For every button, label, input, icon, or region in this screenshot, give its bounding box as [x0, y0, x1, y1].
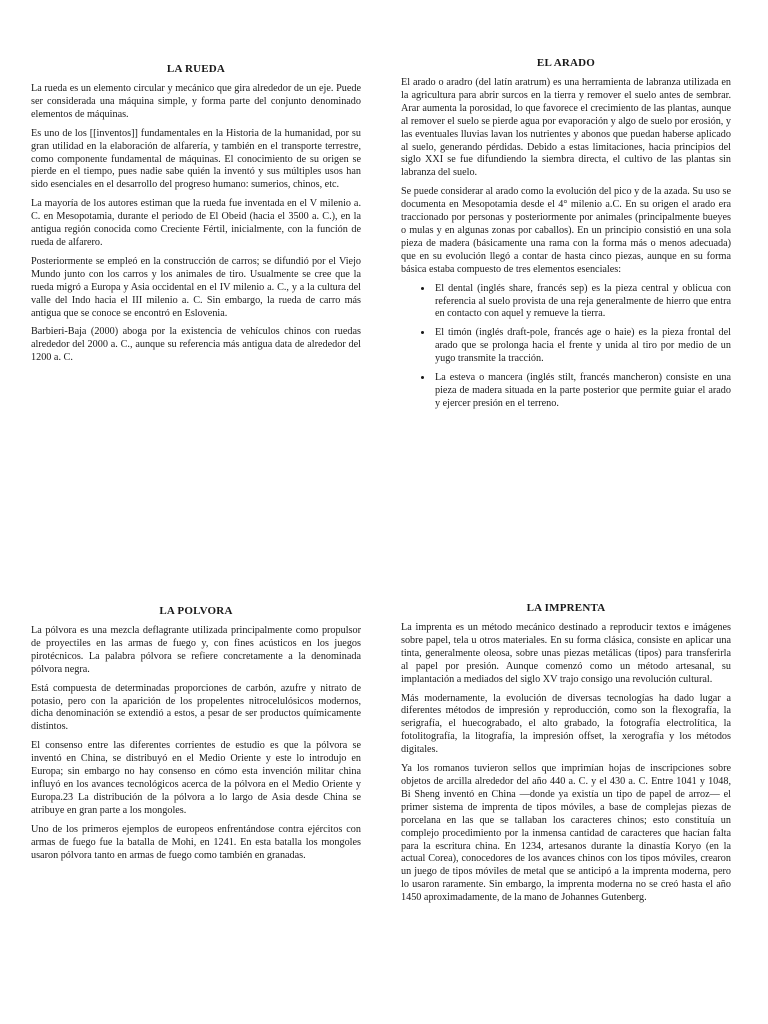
paragraph: Está compuesta de determinadas proporciones de carbón, azufre y nitrato de potasio, pero con la aparición de los propelentes nitrocelulósicos modernos, dicha denominación se extendió a estos, a pesar de ser productos químicamente distintos. — [31, 682, 361, 733]
paragraph: Es uno de los [[inventos]] fundamentales en la Historia de la humanidad, por su gran utilidad en la elaboración de alfarería, y también en el transporte terrestre, como componente fundamental de máquinas. El conocimiento de su origen se pierde en el tiempo, pues nadie sabe quién la inventó y sus múltiples usos han sido esenciales en el desarrollo del progreso humano: sumerios, chinos, etc. — [31, 127, 361, 191]
paragraph: Se puede considerar al arado como la evolución del pico y de la azada. Su uso se documenta en Mesopotamia desde el 4° milenio a.C. En su origen el arado era traccionado por personas y posteriormente por animales (principalmente bueyes o mulas y en algunas zonas por caballos). En un principio consistió en una sola pieza de madera (básicamente una rama con la forma más o menos adecuada) que en su evolución llegó a contar de hasta cinco piezas, aunque en su forma básica estaba compuesto de tres elementos esenciales: — [401, 186, 731, 275]
bullet-list — [401, 283, 731, 411]
paragraph: Más modernamente, la evolución de diversas tecnologías ha dado lugar a diferentes métodos de impresión y reproducción, como son la flexografía, la serigrafía, el huecograbado, el alto grabado, la fotografía electrolítica, la fotolitografía, la litografía, la impresión offset, la xerografía y los métodos digitales. — [401, 692, 731, 756]
list-item: • La esteva o mancera (inglés stilt, francés mancheron) consiste en una pieza de madera situada en la parte posterior que permite guiar el arado y ejercer presión en el terreno. — [433, 372, 731, 411]
paragraph: La pólvora es una mezcla deflagrante utilizada principalmente como propulsor de proyectiles en las armas de fuego y, con fines acústicos en los juegos pirotécnicos. La palabra pólvora se refiere concretamente a la denominada pólvora negra. — [31, 625, 361, 675]
paragraph: Posteriormente se empleó en la construcción de carros; se difundió por el Viejo Mundo junto con los carros y los animales de tiro. Usualmente se cree que la rueda migró a Europa y Asia occidental en el IV milenio a. C., y a la cultura del valle del Indo hacia el III milenio a. C. Sin embargo, la rueda de carro más antigua que se conoce se encontró en Eslovenia. — [31, 255, 361, 319]
section-title: EL ARADO — [536, 57, 596, 69]
section-title: LA RUEDA — [166, 63, 226, 75]
paragraph: La mayoría de los autores estiman que la rueda fue inventada en el V milenio a. C. en Mesopotamia, durante el periodo de El Obeid (hacia el 3500 a. C.), en la antigua región conocida como Creciente Fértil, inicialmente, con la función de rueda de alfarero. — [31, 198, 361, 248]
paragraph: Barbieri-Baja (2000) aboga por la existencia de vehículos chinos con ruedas alrededor del 2000 a. C., aunque su referencia más antigua data de alrededor del 1200 a. C. — [31, 326, 361, 364]
list-item: • El dental (inglés share, francés sep) es la pieza central y oblicua con referencia al suelo provista de una reja generalmente de hierro que entra en contacto con aquel y remueve la tierra. — [433, 283, 731, 322]
paragraph: La imprenta es un método mecánico destinado a reproducir textos e imágenes sobre papel, tela u otros materiales. En su forma clásica, consiste en aplicar una tinta, generalmente oleosa, sobre unas piezas metálicas (tipos) para transferirla al papel por presión. Aunque comenzó como un método artesanal, su implantación a mediados del siglo XV trajo consigo una revolución cultural. — [401, 622, 731, 685]
section-la-rueda — [31, 63, 361, 371]
section-title: LA POLVORA — [159, 605, 233, 617]
paragraph: La rueda es un elemento circular y mecánico que gira alrededor de un eje. Puede ser considerada una máquina simple, y forma parte del conjunto denominado elementos de máquinas. — [31, 83, 361, 120]
section-la-imprenta — [401, 602, 731, 911]
section-la-polvora — [31, 605, 361, 868]
paragraph: El arado o aradro (del latín aratrum) es una herramienta de labranza utilizada en la agricultura para abrir surcos en la tierra y remover el suelo antes de sembrar. Arar aumenta la porosidad, lo que favorece el crecimiento de las plantas, aunque al remover el suelo se pierde agua por evaporación y algo de suelo por erosión, y las eventuales lluvias lavan los nutrientes y abonos que puedan haberse aplicado al suelo, generando pérdidas. Debido a estas limitaciones, hacia principios del siglo XXI se fue difundiendo la siembra directa, el cultivo de las plantas sin labranza del suelo. — [401, 77, 731, 179]
paragraph: Ya los romanos tuvieron sellos que imprimían hojas de inscripciones sobre objetos de arcilla alrededor del año 440 a. C. y el 430 a. C. Entre 1041 y 1048, Bi Sheng inventó en China —donde ya existía un tipo de papel de arroz— el primer sistema de imprenta de tipos móviles, a base de complejas piezas de porcelana en las que se tallaban los caracteres chinos; esto constituía un complejo procedimiento por la inmensa cantidad de caracteres que hacían falta para la escritura china. En 1234, artesanos durante la dinastía Koryo (en la actual Corea), conocedores de los avances chinos con los tipos móviles, crearon un juego de tipos móviles de metal que se anticipó a la imprenta moderna, pero lo usaron raramente. Sin embargo, la imprenta moderna no se creó hasta el año 1450 aproximadamente, de la mano de Johannes Gutenberg. — [401, 763, 731, 904]
list-item: • El timón (inglés draft-pole, francés age o haie) es la pieza frontal del arado que se prolonga hacia el frente y unida al tiro por medio de un yugo transmite la tracción. — [433, 327, 731, 366]
paragraph: Uno de los primeros ejemplos de europeos enfrentándose contra ejércitos con armas de fuego fue la batalla de Mohi, en 1241. En esta batalla los mongoles usaron pólvora tanto en armas de fuego como también en granadas. — [31, 823, 361, 861]
paragraph: El consenso entre las diferentes corrientes de estudio es que la pólvora se inventó en China, se distribuyó en el Medio Oriente y este lo introdujo en Europa; sin embargo no hay consenso en cómo esta invención militar china influyó en los avances tecnológicos acerca de la pólvora en el Medio Oriente y Europa.23 La distribución de la pólvora a lo largo de Asia desde China se atribuye en gran parte a los mongoles. — [31, 740, 361, 816]
section-el-arado — [401, 57, 731, 417]
section-title: LA IMPRENTA — [526, 602, 606, 614]
